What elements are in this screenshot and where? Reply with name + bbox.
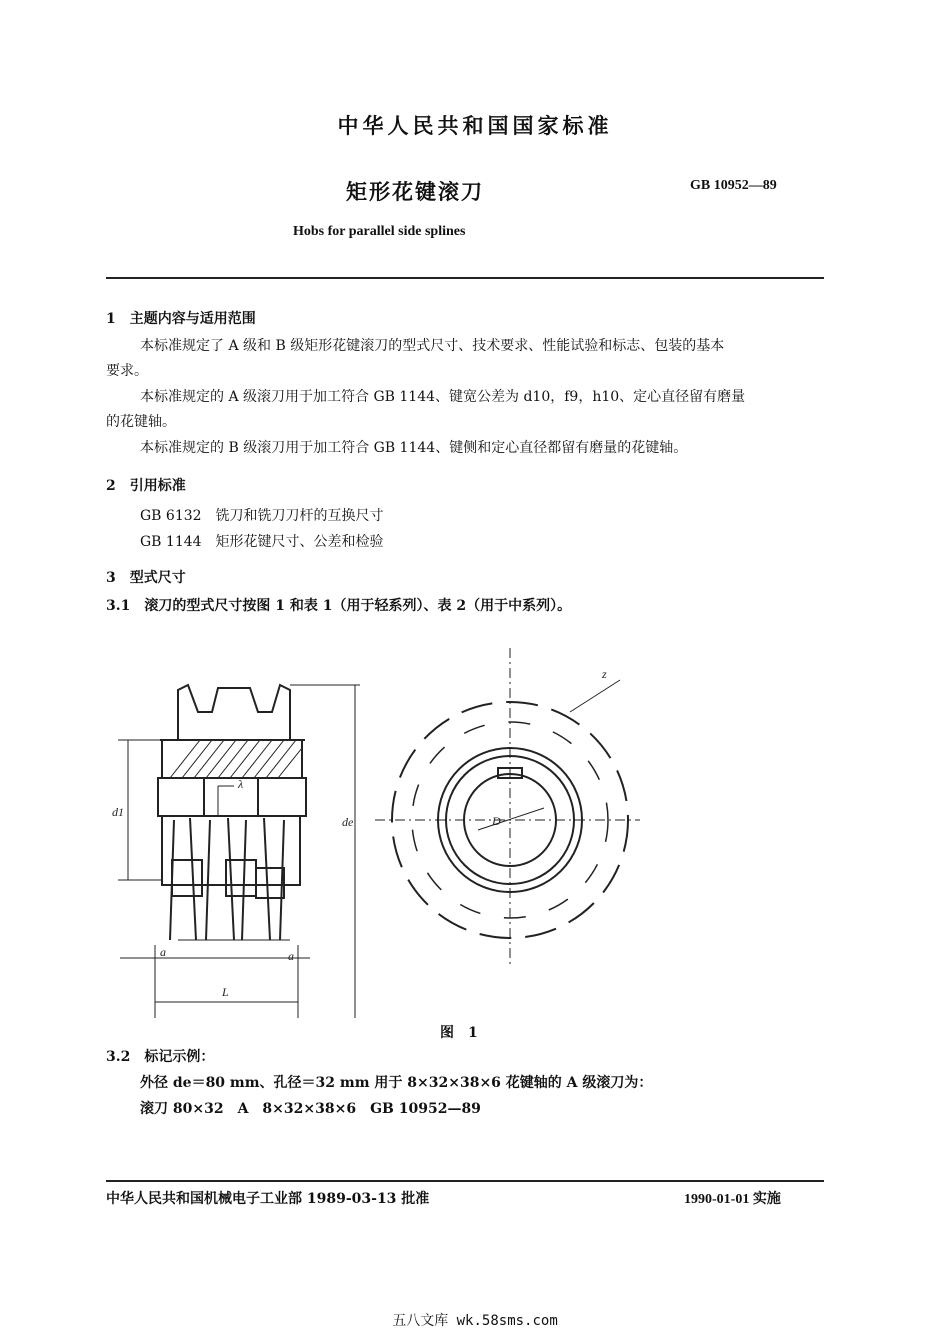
s1-paragraph-2-line-2: 的花键轴。	[106, 414, 176, 430]
label-a-left: a	[160, 945, 166, 959]
label-L: L	[222, 985, 229, 999]
footer-divider	[106, 1180, 824, 1182]
hob-side-view	[158, 685, 306, 940]
reference-gb6132: GB 6132 铣刀和铣刀刀杆的互换尺寸	[140, 508, 384, 524]
figure-1-hob-drawing	[100, 640, 660, 1025]
s1-paragraph-2-line-1: 本标准规定的 A 级滚刀用于加工符合 GB 1144、键宽公差为 d10，f9，h10、定心直径留有磨量	[140, 389, 746, 405]
label-a-right: a	[288, 949, 294, 963]
marking-example-line-2: 滚刀 80×32 A 8×32×38×6 GB 10952—89	[140, 1101, 481, 1117]
label-de: de	[342, 815, 354, 829]
section-3-heading: 3 型式尺寸	[106, 570, 186, 586]
s1-paragraph-1-line-1: 本标准规定了 A 级和 B 级矩形花键滚刀的型式尺寸、技术要求、性能试验和标志、包装的基本	[140, 338, 725, 354]
label-D: D	[492, 814, 501, 828]
s1-paragraph-3: 本标准规定的 B 级滚刀用于加工符合 GB 1144、键侧和定心直径都留有磨量的花键轴。	[140, 440, 688, 456]
document-title: 矩形花键滚刀	[346, 179, 484, 204]
site-watermark: 五八文库 wk.58sms.com	[392, 1313, 558, 1329]
header-divider	[106, 277, 824, 279]
section-2-heading: 2 引用标准	[106, 478, 186, 494]
section-1-heading: 1 主题内容与适用范围	[106, 311, 256, 327]
effective-date: 1990-01-01 实施	[684, 1192, 781, 1207]
marking-example-line-1: 外径 de＝80 mm、孔径＝32 mm 用于 8×32×38×6 花键轴的 A 级滚刀为：	[140, 1075, 653, 1091]
dimension-lines	[118, 685, 360, 1018]
section-3-1-text: 3.1 滚刀的型式尺寸按图 1 和表 1（用于轻系列）、表 2（用于中系列）。	[106, 598, 572, 614]
english-title: Hobs for parallel side splines	[293, 224, 466, 239]
reference-gb1144: GB 1144 矩形花键尺寸、公差和检验	[140, 534, 384, 550]
section-3-2-heading: 3.2 标记示例：	[106, 1049, 215, 1065]
label-z: z	[602, 667, 607, 681]
label-lambda: λ	[238, 777, 244, 791]
figure-1-caption: 图 1	[440, 1025, 478, 1041]
hob-front-view	[375, 648, 640, 965]
label-d1: d1	[112, 805, 124, 819]
standard-category-title: 中华人民共和国国家标准	[337, 113, 613, 138]
approval-statement: 中华人民共和国机械电子工业部 1989-03-13 批准	[106, 1191, 430, 1207]
s1-paragraph-1-line-2: 要求。	[106, 363, 148, 379]
standard-number: GB 10952—89	[690, 178, 777, 193]
